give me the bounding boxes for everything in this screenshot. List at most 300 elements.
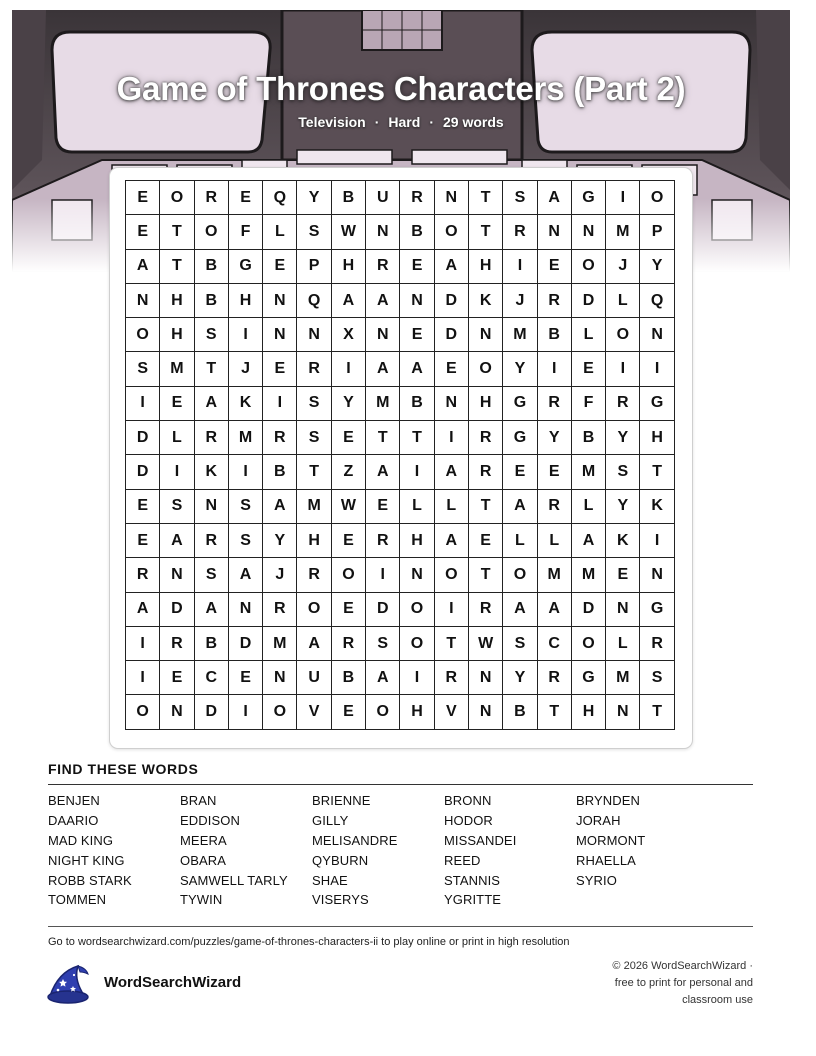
grid-cell[interactable]: R	[195, 421, 229, 455]
word-list-item: JORAH	[576, 812, 621, 828]
grid-cell[interactable]: S	[229, 524, 263, 558]
grid-cell[interactable]: E	[469, 524, 503, 558]
word-list-item: GILLY	[312, 812, 349, 828]
grid-cell[interactable]: L	[572, 318, 606, 352]
grid-cell[interactable]: D	[195, 695, 229, 729]
grid-cell[interactable]: I	[126, 661, 160, 695]
grid-cell[interactable]: O	[572, 627, 606, 661]
grid-cell[interactable]: R	[606, 387, 640, 421]
grid-cell[interactable]: D	[229, 627, 263, 661]
grid-cell[interactable]: N	[469, 318, 503, 352]
grid-cell[interactable]: L	[606, 627, 640, 661]
copyright-line: classroom use	[682, 994, 753, 1006]
grid-cell[interactable]: T	[297, 455, 331, 489]
grid-cell[interactable]: O	[400, 627, 434, 661]
grid-cell[interactable]: T	[400, 421, 434, 455]
grid-cell[interactable]: R	[160, 627, 194, 661]
grid-cell[interactable]: N	[160, 695, 194, 729]
grid-cell[interactable]: E	[263, 250, 297, 284]
grid-cell[interactable]: A	[195, 387, 229, 421]
grid-cell[interactable]: N	[435, 387, 469, 421]
grid-cell[interactable]: A	[332, 284, 366, 318]
grid-cell[interactable]: R	[126, 558, 160, 592]
grid-cell[interactable]: N	[400, 284, 434, 318]
grid-cell[interactable]: R	[195, 524, 229, 558]
grid-cell[interactable]: R	[263, 593, 297, 627]
grid-cell[interactable]: B	[195, 627, 229, 661]
grid-cell[interactable]: A	[263, 490, 297, 524]
grid-cell[interactable]: Q	[640, 284, 674, 318]
grid-cell[interactable]: O	[195, 215, 229, 249]
grid-cell[interactable]: I	[160, 455, 194, 489]
word-list-item: RHAELLA	[576, 852, 636, 868]
grid-cell[interactable]: A	[503, 593, 537, 627]
grid-cell[interactable]: A	[572, 524, 606, 558]
grid-cell[interactable]: U	[366, 181, 400, 215]
grid-cell[interactable]: G	[572, 181, 606, 215]
word-list-item: ROBB STARK	[48, 872, 132, 888]
grid-cell[interactable]: I	[640, 352, 674, 386]
grid-cell[interactable]: A	[126, 250, 160, 284]
word-list-item: DAARIO	[48, 812, 99, 828]
word-list-item: NIGHT KING	[48, 852, 125, 868]
grid-cell[interactable]: I	[503, 250, 537, 284]
grid-cell[interactable]: H	[640, 421, 674, 455]
grid-cell[interactable]: E	[126, 490, 160, 524]
word-list-item: MELISANDRE	[312, 832, 398, 848]
grid-cell[interactable]: N	[400, 558, 434, 592]
grid-cell[interactable]: L	[160, 421, 194, 455]
grid-cell[interactable]: O	[606, 318, 640, 352]
grid-cell[interactable]: S	[297, 215, 331, 249]
grid-cell[interactable]: A	[435, 455, 469, 489]
word-list-item: BENJEN	[48, 793, 100, 808]
word-list-item: EDDISON	[180, 812, 240, 828]
grid-cell[interactable]: R	[469, 455, 503, 489]
puzzle-meta	[12, 114, 790, 130]
grid-cell[interactable]: E	[332, 695, 366, 729]
grid-cell[interactable]: H	[572, 695, 606, 729]
grid-cell[interactable]: E	[435, 352, 469, 386]
grid-cell[interactable]: E	[400, 250, 434, 284]
grid-cell[interactable]: Z	[332, 455, 366, 489]
grid-cell[interactable]: A	[366, 352, 400, 386]
grid-cell[interactable]: T	[160, 250, 194, 284]
grid-cell[interactable]: I	[263, 387, 297, 421]
grid-cell[interactable]: N	[263, 661, 297, 695]
grid-cell[interactable]: D	[572, 284, 606, 318]
grid-cell[interactable]: H	[400, 524, 434, 558]
grid-cell[interactable]: U	[297, 661, 331, 695]
grid-cell[interactable]: N	[435, 181, 469, 215]
grid-cell[interactable]: P	[297, 250, 331, 284]
page-title: Game of Thrones Characters (Part 2)	[116, 70, 686, 107]
grid-cell[interactable]: A	[195, 593, 229, 627]
grid-cell[interactable]: G	[503, 387, 537, 421]
grid-cell[interactable]: R	[195, 181, 229, 215]
word-list-item: TOMMEN	[48, 892, 107, 908]
grid-cell[interactable]: H	[229, 284, 263, 318]
grid-cell[interactable]: O	[435, 215, 469, 249]
grid-cell[interactable]: N	[469, 661, 503, 695]
grid-cell[interactable]: E	[160, 387, 194, 421]
grid-cell[interactable]: R	[469, 421, 503, 455]
grid-cell[interactable]: K	[606, 524, 640, 558]
word-list-heading: FIND THESE WORDS	[48, 761, 199, 777]
grid-cell[interactable]: M	[297, 490, 331, 524]
grid-cell[interactable]: M	[572, 558, 606, 592]
grid-cell[interactable]: R	[435, 661, 469, 695]
difficulty-label: Hard	[388, 114, 421, 130]
grid-cell[interactable]: T	[195, 352, 229, 386]
grid-cell[interactable]: I	[606, 352, 640, 386]
grid-cell[interactable]: S	[297, 421, 331, 455]
grid-cell[interactable]: N	[229, 593, 263, 627]
grid-cell[interactable]: K	[195, 455, 229, 489]
grid-cell[interactable]: L	[435, 490, 469, 524]
copyright-line: © 2026 WordSearchWizard ·	[612, 960, 753, 972]
grid-cell[interactable]: H	[469, 387, 503, 421]
grid-cell[interactable]: R	[297, 558, 331, 592]
grid-cell[interactable]: A	[503, 490, 537, 524]
grid-cell[interactable]: I	[332, 352, 366, 386]
grid-cell[interactable]: L	[503, 524, 537, 558]
grid-cell[interactable]: T	[435, 627, 469, 661]
grid-cell[interactable]: Y	[332, 387, 366, 421]
grid-cell[interactable]: O	[640, 181, 674, 215]
grid-cell[interactable]: O	[126, 695, 160, 729]
grid-cell[interactable]: R	[297, 352, 331, 386]
grid-cell[interactable]: E	[126, 524, 160, 558]
grid-cell[interactable]: W	[469, 627, 503, 661]
grid-cell[interactable]: L	[572, 490, 606, 524]
grid-cell[interactable]: M	[503, 318, 537, 352]
grid-cell[interactable]: J	[606, 250, 640, 284]
grid-cell[interactable]: I	[126, 627, 160, 661]
grid-cell[interactable]: D	[435, 284, 469, 318]
grid-cell[interactable]: S	[160, 490, 194, 524]
grid-cell[interactable]: I	[229, 695, 263, 729]
grid-cell[interactable]: J	[229, 352, 263, 386]
grid-cell[interactable]: T	[640, 455, 674, 489]
grid-cell[interactable]: Y	[640, 250, 674, 284]
grid-cell[interactable]: E	[160, 661, 194, 695]
grid-cell[interactable]: I	[435, 421, 469, 455]
grid-cell[interactable]: E	[503, 455, 537, 489]
grid-cell[interactable]: B	[400, 215, 434, 249]
grid-cell[interactable]: T	[160, 215, 194, 249]
grid-cell[interactable]: O	[400, 593, 434, 627]
grid-cell[interactable]: O	[160, 181, 194, 215]
word-list-item: SAMWELL TARLY	[180, 872, 288, 888]
grid-cell[interactable]: A	[538, 593, 572, 627]
grid-cell[interactable]: C	[195, 661, 229, 695]
grid-cell[interactable]: K	[640, 490, 674, 524]
grid-cell[interactable]: E	[366, 490, 400, 524]
grid-cell[interactable]: N	[572, 215, 606, 249]
grid-cell[interactable]: D	[126, 455, 160, 489]
grid-cell[interactable]: D	[126, 421, 160, 455]
grid-cell[interactable]: R	[332, 627, 366, 661]
grid-cell[interactable]: G	[503, 421, 537, 455]
grid-cell[interactable]: N	[606, 695, 640, 729]
grid-cell[interactable]: M	[229, 421, 263, 455]
word-list	[48, 793, 753, 912]
grid-cell[interactable]: I	[366, 558, 400, 592]
word-list-item: VISERYS	[312, 892, 369, 908]
grid-cell[interactable]: B	[195, 250, 229, 284]
divider	[48, 784, 753, 785]
grid-cell[interactable]: M	[263, 627, 297, 661]
grid-cell[interactable]: M	[538, 558, 572, 592]
grid-cell[interactable]: B	[572, 421, 606, 455]
grid-cell[interactable]: N	[297, 318, 331, 352]
separator-dot: ·	[429, 114, 434, 130]
grid-cell[interactable]: O	[435, 558, 469, 592]
grid-cell[interactable]: T	[469, 181, 503, 215]
grid-cell[interactable]: N	[160, 558, 194, 592]
grid-cell[interactable]: S	[503, 181, 537, 215]
grid-cell[interactable]: G	[229, 250, 263, 284]
grid-cell[interactable]: J	[503, 284, 537, 318]
grid-cell[interactable]: W	[332, 490, 366, 524]
grid-cell[interactable]: N	[640, 558, 674, 592]
grid-cell[interactable]: T	[640, 695, 674, 729]
grid-cell[interactable]: T	[538, 695, 572, 729]
grid-cell[interactable]: E	[538, 250, 572, 284]
grid-cell[interactable]: E	[126, 181, 160, 215]
grid-cell[interactable]: R	[503, 215, 537, 249]
grid-cell[interactable]: H	[400, 695, 434, 729]
grid-cell[interactable]: V	[435, 695, 469, 729]
grid-cell[interactable]: B	[538, 318, 572, 352]
word-list-item: MEERA	[180, 832, 227, 848]
grid-cell[interactable]: Y	[503, 661, 537, 695]
grid-cell[interactable]: B	[332, 181, 366, 215]
grid-cell[interactable]: N	[640, 318, 674, 352]
copyright-line: free to print for personal and	[614, 977, 753, 989]
grid-cell[interactable]: R	[469, 593, 503, 627]
grid-cell[interactable]: G	[640, 387, 674, 421]
grid-cell[interactable]: S	[366, 627, 400, 661]
grid-cell[interactable]: N	[469, 695, 503, 729]
grid-cell[interactable]: E	[538, 455, 572, 489]
grid-cell[interactable]: Y	[263, 524, 297, 558]
word-list-item: STANNIS	[444, 872, 501, 888]
letter-grid[interactable]	[125, 180, 675, 730]
grid-cell[interactable]: V	[297, 695, 331, 729]
grid-cell[interactable]: E	[332, 593, 366, 627]
grid-cell[interactable]: S	[640, 661, 674, 695]
grid-cell[interactable]: O	[469, 352, 503, 386]
grid-cell[interactable]: E	[572, 352, 606, 386]
grid-cell[interactable]: T	[366, 421, 400, 455]
grid-cell[interactable]: N	[366, 318, 400, 352]
word-list-item: BRONN	[444, 793, 492, 808]
grid-cell[interactable]: E	[332, 421, 366, 455]
word-list-item: YGRITTE	[444, 892, 502, 908]
grid-cell[interactable]: N	[366, 215, 400, 249]
grid-cell[interactable]: E	[606, 558, 640, 592]
grid-cell[interactable]: I	[538, 352, 572, 386]
grid-cell[interactable]: S	[606, 455, 640, 489]
word-list-item: SHAE	[312, 872, 348, 888]
category-label: Television	[298, 114, 366, 130]
grid-cell[interactable]: A	[229, 558, 263, 592]
grid-cell[interactable]: R	[538, 661, 572, 695]
grid-cell[interactable]: O	[297, 593, 331, 627]
grid-cell[interactable]: H	[160, 318, 194, 352]
grid-cell[interactable]: E	[229, 661, 263, 695]
grid-cell[interactable]: O	[572, 250, 606, 284]
grid-cell[interactable]: M	[572, 455, 606, 489]
grid-cell[interactable]: E	[400, 318, 434, 352]
grid-cell[interactable]: D	[572, 593, 606, 627]
copyright-notice	[583, 958, 753, 1009]
grid-cell[interactable]: R	[400, 181, 434, 215]
grid-cell[interactable]: D	[435, 318, 469, 352]
grid-cell[interactable]: N	[263, 284, 297, 318]
grid-cell[interactable]: M	[606, 215, 640, 249]
grid-cell[interactable]: O	[366, 695, 400, 729]
grid-cell[interactable]: A	[400, 352, 434, 386]
grid-cell[interactable]: Y	[606, 490, 640, 524]
grid-cell[interactable]: F	[572, 387, 606, 421]
word-list-item: QYBURN	[312, 852, 369, 868]
grid-cell[interactable]: A	[297, 627, 331, 661]
grid-cell[interactable]: O	[332, 558, 366, 592]
grid-cell[interactable]: N	[606, 593, 640, 627]
grid-cell[interactable]: R	[366, 250, 400, 284]
grid-cell[interactable]: Y	[503, 352, 537, 386]
grid-cell[interactable]: B	[263, 455, 297, 489]
word-list-item: SYRIO	[576, 872, 617, 888]
grid-cell[interactable]: G	[640, 593, 674, 627]
word-list-item: BRIENNE	[312, 793, 371, 808]
grid-cell[interactable]: J	[263, 558, 297, 592]
grid-cell[interactable]: N	[195, 490, 229, 524]
grid-cell[interactable]: A	[435, 250, 469, 284]
grid-cell[interactable]: L	[538, 524, 572, 558]
grid-cell[interactable]: R	[538, 387, 572, 421]
grid-cell[interactable]: Q	[297, 284, 331, 318]
grid-cell[interactable]: K	[469, 284, 503, 318]
word-list-item: BRAN	[180, 793, 217, 808]
grid-cell[interactable]: O	[263, 695, 297, 729]
grid-cell[interactable]: A	[435, 524, 469, 558]
grid-cell[interactable]: I	[400, 661, 434, 695]
grid-cell[interactable]: D	[160, 593, 194, 627]
grid-cell[interactable]: Y	[297, 181, 331, 215]
grid-cell[interactable]: X	[332, 318, 366, 352]
grid-cell[interactable]: Y	[606, 421, 640, 455]
word-list-item: TYWIN	[180, 892, 223, 908]
word-count-label: 29 words	[442, 114, 504, 130]
grid-cell[interactable]: N	[538, 215, 572, 249]
grid-cell[interactable]: I	[400, 455, 434, 489]
grid-cell[interactable]: A	[538, 181, 572, 215]
grid-cell[interactable]: Y	[538, 421, 572, 455]
grid-cell[interactable]: I	[640, 524, 674, 558]
word-list-item: MAD KING	[48, 832, 114, 848]
grid-cell[interactable]: H	[332, 250, 366, 284]
grid-cell[interactable]: I	[229, 455, 263, 489]
word-list-item: OBARA	[180, 852, 227, 868]
grid-cell[interactable]: T	[469, 490, 503, 524]
grid-cell[interactable]: O	[503, 558, 537, 592]
grid-cell[interactable]: T	[469, 215, 503, 249]
grid-cell[interactable]: E	[126, 215, 160, 249]
grid-cell[interactable]: F	[229, 215, 263, 249]
grid-cell[interactable]: E	[229, 181, 263, 215]
grid-cell[interactable]: N	[263, 318, 297, 352]
grid-cell[interactable]: S	[229, 490, 263, 524]
grid-cell[interactable]: R	[366, 524, 400, 558]
grid-cell[interactable]: A	[366, 455, 400, 489]
grid-cell[interactable]: B	[503, 695, 537, 729]
grid-cell[interactable]: T	[469, 558, 503, 592]
grid-cell[interactable]: E	[263, 352, 297, 386]
puzzle-card	[109, 167, 693, 749]
grid-cell[interactable]: R	[263, 421, 297, 455]
grid-cell[interactable]: M	[606, 661, 640, 695]
grid-cell[interactable]: A	[366, 661, 400, 695]
grid-cell[interactable]: A	[366, 284, 400, 318]
grid-cell[interactable]: E	[332, 524, 366, 558]
grid-cell[interactable]: B	[195, 284, 229, 318]
grid-cell[interactable]: I	[126, 387, 160, 421]
grid-cell[interactable]: B	[400, 387, 434, 421]
grid-cell[interactable]: L	[263, 215, 297, 249]
grid-cell[interactable]: Q	[263, 181, 297, 215]
grid-cell[interactable]: A	[126, 593, 160, 627]
grid-cell[interactable]: I	[229, 318, 263, 352]
grid-cell[interactable]: L	[400, 490, 434, 524]
grid-cell[interactable]: A	[160, 524, 194, 558]
grid-cell[interactable]: H	[297, 524, 331, 558]
grid-cell[interactable]: G	[572, 661, 606, 695]
grid-cell[interactable]: S	[297, 387, 331, 421]
word-list-item: HODOR	[444, 812, 493, 828]
grid-cell[interactable]: L	[606, 284, 640, 318]
grid-cell[interactable]: R	[538, 284, 572, 318]
divider	[48, 926, 753, 927]
grid-cell[interactable]: M	[366, 387, 400, 421]
grid-cell[interactable]: B	[332, 661, 366, 695]
grid-cell[interactable]: D	[366, 593, 400, 627]
grid-cell[interactable]: I	[435, 593, 469, 627]
grid-cell[interactable]: R	[538, 490, 572, 524]
grid-cell[interactable]: P	[640, 215, 674, 249]
grid-cell[interactable]: M	[160, 352, 194, 386]
grid-cell[interactable]: S	[503, 627, 537, 661]
grid-cell[interactable]: H	[469, 250, 503, 284]
footer-url-text[interactable]: Go to wordsearchwizard.com/puzzles/game-of-thrones-characters-ii to play online or print in high resolution	[48, 936, 570, 948]
grid-cell[interactable]: O	[126, 318, 160, 352]
grid-cell[interactable]: W	[332, 215, 366, 249]
grid-cell[interactable]: H	[160, 284, 194, 318]
grid-cell[interactable]: S	[195, 558, 229, 592]
grid-cell[interactable]: I	[606, 181, 640, 215]
grid-cell[interactable]: K	[229, 387, 263, 421]
grid-cell[interactable]: S	[126, 352, 160, 386]
brand-name: WordSearchWizard	[104, 974, 242, 991]
wizard-hat-icon	[44, 962, 94, 1006]
grid-cell[interactable]: R	[640, 627, 674, 661]
grid-cell[interactable]: S	[195, 318, 229, 352]
grid-cell[interactable]: C	[538, 627, 572, 661]
grid-cell[interactable]: N	[126, 284, 160, 318]
